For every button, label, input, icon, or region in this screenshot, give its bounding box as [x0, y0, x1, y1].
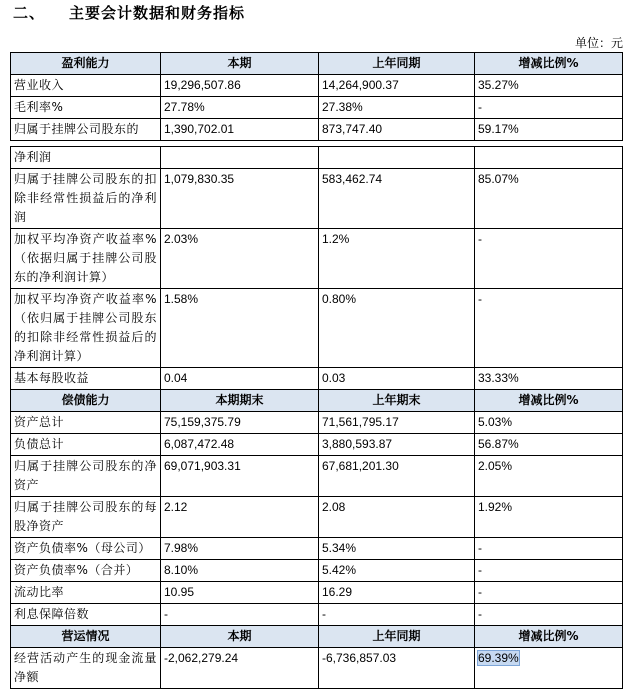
- cell-value: 35.27%: [475, 75, 623, 97]
- section-title: 主要会计数据和财务指标: [69, 4, 246, 22]
- table-row: [11, 229, 623, 289]
- section-number: 二、: [13, 4, 46, 22]
- row-label: 毛利率%: [11, 97, 161, 119]
- header-cell: 营运情况: [11, 626, 161, 648]
- header-cell: 本期: [161, 53, 319, 75]
- header-cell: 本期期末: [161, 390, 319, 412]
- table-row: [11, 97, 623, 119]
- cell-value: 5.03%: [475, 412, 623, 434]
- cell-value: 1.58%: [161, 289, 319, 368]
- header-cell: 上年同期: [319, 626, 475, 648]
- section-heading: [13, 2, 245, 23]
- selected-text[interactable]: 69.39%: [478, 651, 519, 665]
- cell-value: -: [319, 604, 475, 626]
- cell-value: 8.10%: [161, 560, 319, 582]
- table-row: [11, 648, 623, 689]
- cell-value: 59.17%: [475, 119, 623, 141]
- cell-value: 33.33%: [475, 368, 623, 390]
- cell-value: 1,390,702.01: [161, 119, 319, 141]
- cell-value: 27.78%: [161, 97, 319, 119]
- table-row: [11, 412, 623, 434]
- cell-value: 1.92%: [475, 497, 623, 538]
- row-label: 加权平均净资产收益率%（依归属于挂牌公司股东的扣除非经常性损益后的净利润计算）: [11, 289, 161, 368]
- cell-value: -: [475, 289, 623, 368]
- table-header-row: [11, 53, 623, 75]
- table-row: [11, 604, 623, 626]
- unit-label: 单位：元: [574, 36, 623, 50]
- row-label: 归属于挂牌公司股东的: [11, 119, 161, 141]
- cell-value: -6,736,857.03: [319, 648, 475, 689]
- row-label: 经营活动产生的现金流量净额: [11, 648, 161, 689]
- cell-value-highlighted: [475, 648, 623, 689]
- cell-value: 5.42%: [319, 560, 475, 582]
- row-label: 基本每股收益: [11, 368, 161, 390]
- row-label: 归属于挂牌公司股东的扣除非经常性损益后的净利润: [11, 169, 161, 229]
- cell-value: 2.03%: [161, 229, 319, 289]
- cell-value: 583,462.74: [319, 169, 475, 229]
- row-label: 利息保障倍数: [11, 604, 161, 626]
- cell-value: -: [475, 560, 623, 582]
- table-row: [11, 560, 623, 582]
- cell-value: 1.2%: [319, 229, 475, 289]
- cell-value: 75,159,375.79: [161, 412, 319, 434]
- cell-value: 16.29: [319, 582, 475, 604]
- cell-value: 6,087,472.48: [161, 434, 319, 456]
- cell-value: -2,062,279.24: [161, 648, 319, 689]
- profitability-table: [10, 52, 623, 141]
- row-label: 资产负债率%（合并）: [11, 560, 161, 582]
- table-row: [11, 147, 623, 169]
- cell-value: -: [161, 604, 319, 626]
- cell-value: 5.34%: [319, 538, 475, 560]
- row-label: 归属于挂牌公司股东的净资产: [11, 456, 161, 497]
- table-row: [11, 497, 623, 538]
- header-cell: 上年同期: [319, 53, 475, 75]
- cell-value: [475, 147, 623, 169]
- cell-value: -: [475, 538, 623, 560]
- row-label: 负债总计: [11, 434, 161, 456]
- cell-value: 0.03: [319, 368, 475, 390]
- table-row: [11, 456, 623, 497]
- table-row: [11, 119, 623, 141]
- cell-value: 10.95: [161, 582, 319, 604]
- cell-value: 69,071,903.31: [161, 456, 319, 497]
- table-header-row: [11, 390, 623, 412]
- cell-value: 0.80%: [319, 289, 475, 368]
- cell-value: -: [475, 604, 623, 626]
- cell-value: -: [475, 229, 623, 289]
- cell-value: [319, 147, 475, 169]
- cell-value: 2.12: [161, 497, 319, 538]
- cell-value: 56.87%: [475, 434, 623, 456]
- cell-value: 71,561,795.17: [319, 412, 475, 434]
- row-label: 流动比率: [11, 582, 161, 604]
- header-cell: 盈利能力: [11, 53, 161, 75]
- cell-value: 7.98%: [161, 538, 319, 560]
- header-cell: 本期: [161, 626, 319, 648]
- cell-value: 85.07%: [475, 169, 623, 229]
- cell-value: [161, 147, 319, 169]
- row-label: 加权平均净资产收益率%（依据归属于挂牌公司股东的净利润计算）: [11, 229, 161, 289]
- cell-value: 1,079,830.35: [161, 169, 319, 229]
- header-cell: 上年期末: [319, 390, 475, 412]
- header-cell: 增减比例%: [475, 53, 623, 75]
- row-label: 资产负债率%（母公司）: [11, 538, 161, 560]
- table-row: [11, 289, 623, 368]
- row-label: 归属于挂牌公司股东的每股净资产: [11, 497, 161, 538]
- row-label: 资产总计: [11, 412, 161, 434]
- table-row: [11, 538, 623, 560]
- row-label: 营业收入: [11, 75, 161, 97]
- cell-value: 19,296,507.86: [161, 75, 319, 97]
- table-row: [11, 368, 623, 390]
- table-row: [11, 582, 623, 604]
- cell-value: 27.38%: [319, 97, 475, 119]
- table-row: [11, 434, 623, 456]
- cell-value: 14,264,900.37: [319, 75, 475, 97]
- header-cell: 增减比例%: [475, 390, 623, 412]
- cell-value: 3,880,593.87: [319, 434, 475, 456]
- financial-indicators-table: [10, 146, 623, 689]
- header-cell: 偿债能力: [11, 390, 161, 412]
- table-header-row: [11, 626, 623, 648]
- cell-value: 2.05%: [475, 456, 623, 497]
- cell-value: -: [475, 582, 623, 604]
- cell-value: 2.08: [319, 497, 475, 538]
- cell-value: 0.04: [161, 368, 319, 390]
- cell-value: 873,747.40: [319, 119, 475, 141]
- header-cell: 增减比例%: [475, 626, 623, 648]
- row-label: 净利润: [11, 147, 161, 169]
- table-row: [11, 75, 623, 97]
- table-row: [11, 169, 623, 229]
- cell-value: 67,681,201.30: [319, 456, 475, 497]
- cell-value: -: [475, 97, 623, 119]
